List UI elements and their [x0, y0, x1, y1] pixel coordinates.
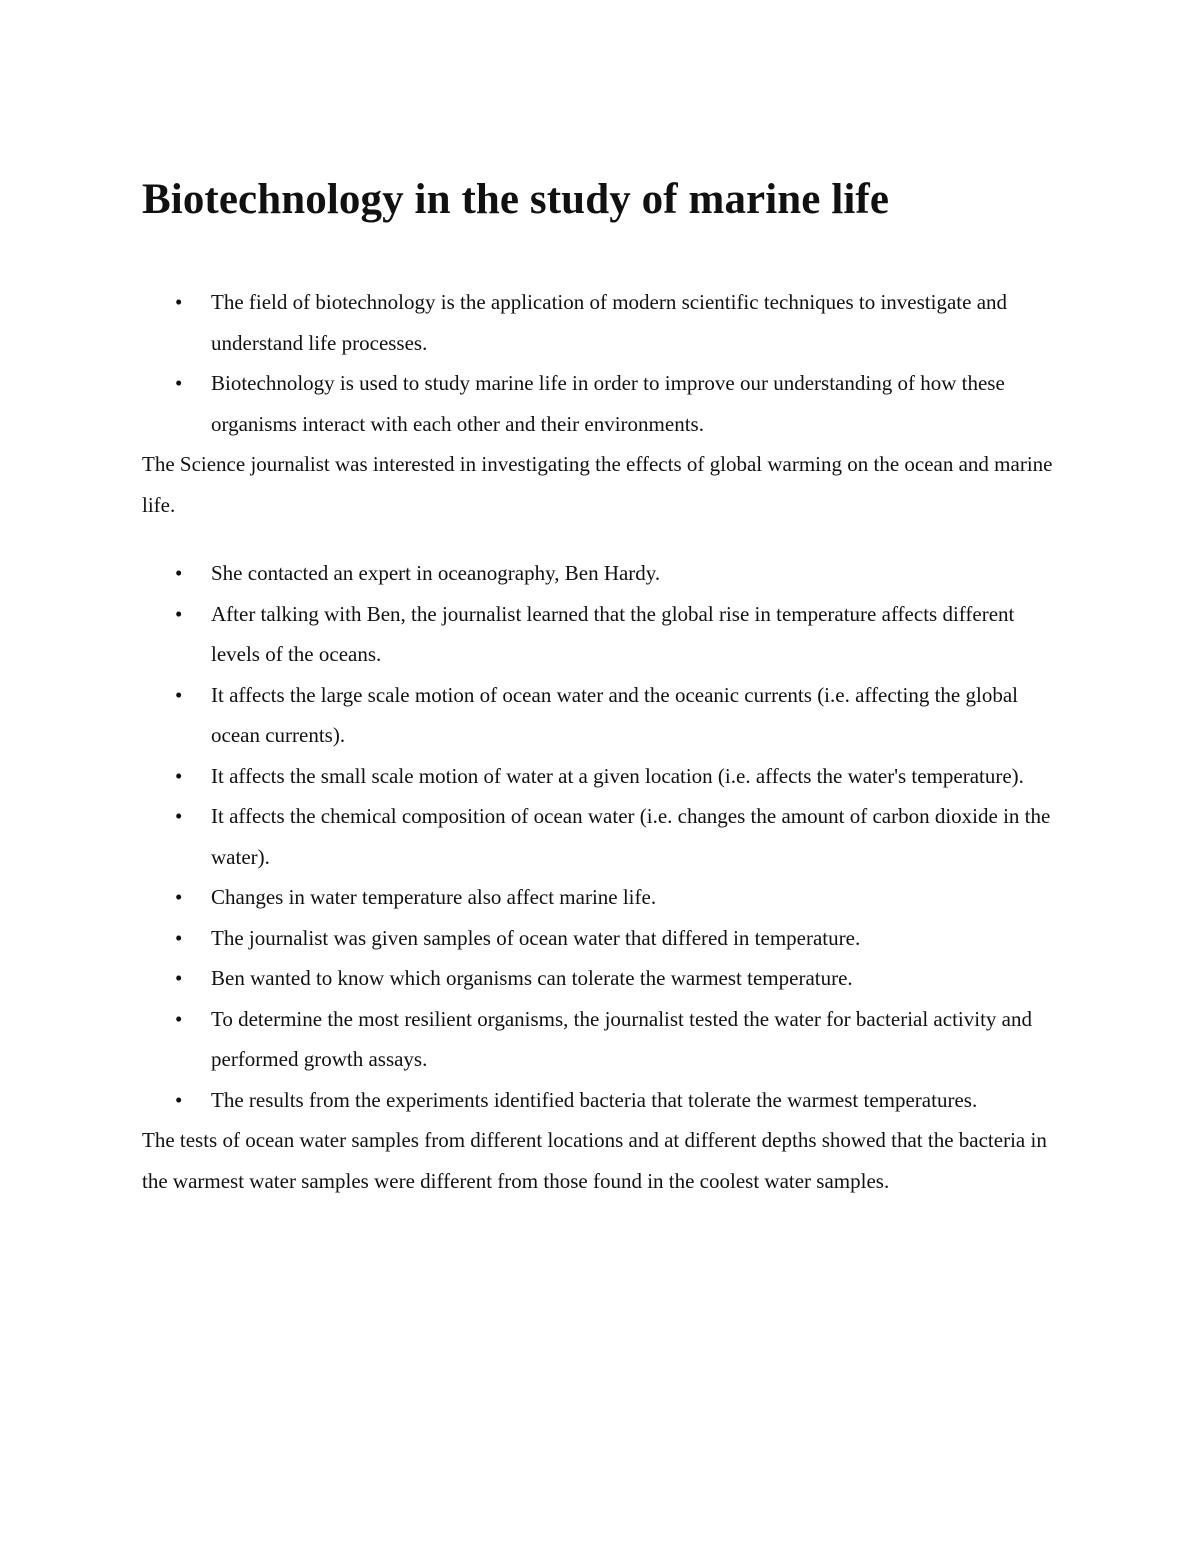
list-item-text: After talking with Ben, the journalist learned that the global rise in temperature affects different levels of the oceans. — [211, 601, 1015, 666]
list-item — [142, 918, 1057, 959]
list-item — [142, 553, 1057, 594]
list-item — [142, 756, 1057, 797]
list-item-text: Ben wanted to know which organisms can tolerate the warmest temperature. — [211, 966, 853, 990]
document-title: Biotechnology in the study of marine life — [142, 176, 890, 223]
bullet-icon: • — [175, 290, 183, 314]
list-item — [142, 877, 1057, 918]
list-item — [142, 999, 1057, 1080]
bullet-icon: • — [175, 561, 183, 585]
bullet-icon: • — [175, 763, 183, 788]
paragraph-results: The tests of ocean water samples from different locations and at different depths showed that the bacteria in the warmest water samples were different from those found in the coolest water samples. — [142, 1128, 1047, 1193]
bullet-icon: • — [175, 371, 183, 395]
list-item-text: It affects the chemical composition of ocean water (i.e. changes the amount of carbon dioxide in the water). — [211, 804, 1051, 869]
list-item-text: The field of biotechnology is the application of modern scientific techniques to investigate and understand life processes. — [211, 290, 1008, 355]
story-bullet-list — [142, 553, 1057, 1120]
paragraph-journalist: The Science journalist was interested in investigating the effects of global warming on the ocean and marine life. — [142, 452, 1053, 517]
document-page — [142, 170, 1057, 1201]
list-item-text: She contacted an expert in oceanography, Ben Hardy. — [211, 561, 661, 585]
list-item-text: It affects the large scale motion of ocean water and the oceanic currents (i.e. affecting the global ocean currents). — [211, 682, 1018, 747]
bullet-icon: • — [175, 925, 183, 950]
list-item — [142, 958, 1057, 999]
bullet-icon: • — [175, 1006, 183, 1031]
list-item — [142, 796, 1057, 877]
bullet-icon: • — [175, 966, 183, 990]
bullet-icon: • — [175, 601, 183, 626]
bullet-icon: • — [175, 1087, 183, 1112]
list-item — [142, 675, 1057, 756]
list-item-text: Changes in water temperature also affect marine life. — [211, 885, 657, 909]
list-item — [142, 282, 1057, 363]
bullet-icon: • — [175, 804, 183, 828]
list-item — [142, 1080, 1057, 1121]
intro-bullet-list — [142, 282, 1057, 444]
list-item-text: The journalist was given samples of ocean water that differed in temperature. — [211, 925, 861, 950]
bullet-icon: • — [175, 885, 183, 909]
list-item-text: Biotechnology is used to study marine life in order to improve our understanding of how these organisms interact with each other and their environments. — [211, 371, 1005, 436]
list-item-text: It affects the small scale motion of water at a given location (i.e. affects the water's temperature). — [211, 763, 1024, 788]
list-item-text: The results from the experiments identified bacteria that tolerate the warmest temperatures. — [211, 1087, 978, 1112]
list-item — [142, 594, 1057, 675]
list-item-text: To determine the most resilient organisms, the journalist tested the water for bacterial activity and performed growth assays. — [211, 1006, 1032, 1071]
list-item — [142, 363, 1057, 444]
bullet-icon: • — [175, 682, 183, 707]
